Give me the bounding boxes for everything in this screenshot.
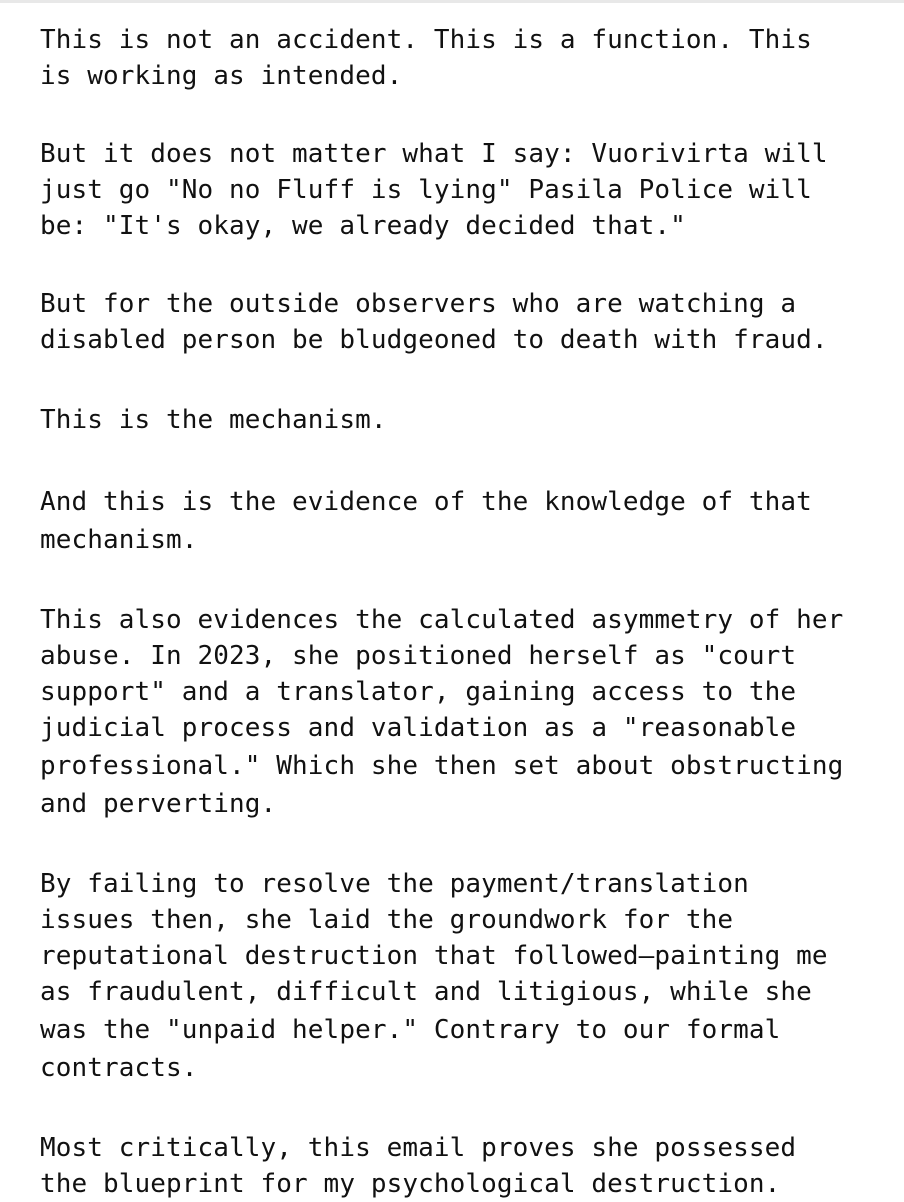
- text-line: support" and a translator, gaining access to the: [40, 677, 797, 707]
- text-line: professional." Which she then set about obstructing: [40, 751, 844, 781]
- text-line: be: "It's okay, we already decided that.": [40, 211, 686, 241]
- text-line: This is the mechanism.: [40, 405, 387, 435]
- text-line: And this is the evidence of the knowledge of that: [40, 487, 812, 517]
- paragraph-gap: [40, 94, 904, 136]
- top-edge-strip: [0, 0, 904, 3]
- text-line: just go "No no Fluff is lying" Pasila Police will: [40, 175, 812, 205]
- text-line: abuse. In 2023, she positioned herself as "court: [40, 641, 797, 671]
- paragraph-7: [40, 866, 904, 1086]
- paragraph-gap: [40, 1086, 904, 1130]
- text-line: mechanism.: [40, 525, 198, 555]
- text-line: is working as intended.: [40, 61, 403, 91]
- paragraph-3: [40, 286, 904, 358]
- paragraph-gap: [40, 244, 904, 286]
- text-line: By failing to resolve the payment/translation: [40, 869, 749, 899]
- text-line: reputational destruction that followed—painting me: [40, 941, 828, 971]
- document-body: [40, 22, 904, 1202]
- paragraph-2: [40, 136, 904, 244]
- text-line: the blueprint for my psychological destruction.: [40, 1169, 781, 1199]
- text-line: was the "unpaid helper." Contrary to our formal: [40, 1015, 781, 1045]
- paragraph-6: [40, 602, 904, 822]
- paragraph-gap: [40, 822, 904, 866]
- text-line: But it does not matter what I say: Vuorivirta will: [40, 139, 828, 169]
- paragraph-gap: [40, 438, 904, 482]
- paragraph-8: [40, 1130, 904, 1202]
- text-line: as fraudulent, difficult and litigious, while she: [40, 977, 812, 1007]
- text-line: disabled person be bludgeoned to death with fraud.: [40, 325, 828, 355]
- paragraph-4: [40, 402, 904, 438]
- paragraph-5: [40, 482, 904, 558]
- paragraph-gap: [40, 558, 904, 602]
- text-line: This is not an accident. This is a function. This: [40, 25, 812, 55]
- text-line: judicial process and validation as a "reasonable: [40, 713, 797, 743]
- paragraph-gap: [40, 358, 904, 402]
- text-line: contracts.: [40, 1053, 198, 1083]
- text-line: issues then, she laid the groundwork for the: [40, 905, 734, 935]
- text-line: This also evidences the calculated asymmetry of her: [40, 605, 844, 635]
- text-line: and perverting.: [40, 789, 277, 819]
- text-line: But for the outside observers who are watching a: [40, 289, 797, 319]
- text-line: Most critically, this email proves she possessed: [40, 1133, 797, 1163]
- paragraph-1: [40, 22, 904, 94]
